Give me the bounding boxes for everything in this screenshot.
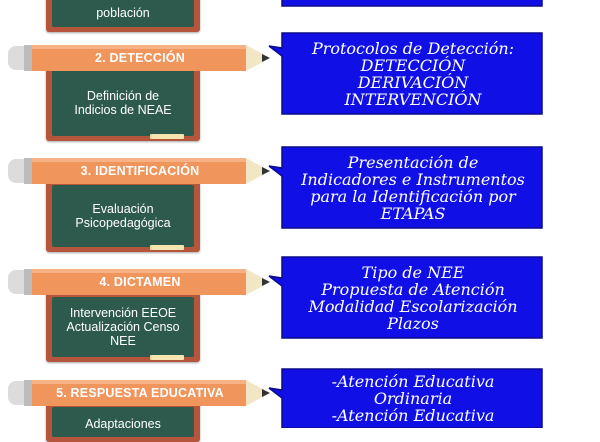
- callout-line: Presentación de: [347, 153, 479, 172]
- chalkboard-surface: [52, 185, 194, 247]
- callout-line: ETAPAS: [380, 204, 446, 223]
- chalkboard-surface: [52, 297, 194, 357]
- callout-text: [282, 256, 544, 340]
- callout-line: DETECCIÓN: [360, 56, 466, 75]
- callout-step-2: [268, 32, 544, 116]
- callout-line: Modalidad Escolarización: [308, 297, 518, 316]
- pencil-label: 5. RESPUESTA EDUCATIVA: [56, 386, 224, 400]
- pencil-step-3: [4, 152, 276, 190]
- chalkboard-step-4: [46, 292, 200, 362]
- pencil-step-2: [4, 39, 276, 77]
- callout-line: Protocolos de Detección:: [311, 39, 515, 58]
- callout-line: Plazos: [387, 314, 439, 333]
- callout-step-1: [268, 0, 544, 8]
- chalkboard-text: Adaptaciones: [85, 417, 161, 431]
- callout-line: -Atención Educativa: [331, 406, 495, 425]
- chalkboard-text: Definición de Indicios de NEAE: [74, 89, 172, 117]
- callout-line: Ordinaria: [373, 389, 453, 408]
- pencil-step-4: [4, 263, 276, 301]
- callout-line: Indicadores e Instrumentos: [301, 170, 525, 189]
- chalk-piece: [152, 134, 184, 139]
- callout-line: -Atención Educativa: [331, 372, 495, 391]
- chalkboard-text: población: [96, 6, 150, 20]
- callout-shape: [268, 0, 544, 8]
- pencil-label: 4. DICTAMEN: [99, 275, 181, 289]
- chalkboard-text: Intervención EEOE Actualización Censo NEE: [66, 306, 180, 348]
- callout-step-3: [268, 146, 544, 230]
- callout-line: para la Identificación por: [310, 187, 516, 206]
- callout-line: DERIVACIÓN: [357, 73, 469, 92]
- callout-line: Propuesta de Atención: [321, 280, 505, 299]
- pencil-label: 2. DETECCIÓN: [95, 51, 185, 65]
- callout-step-5: [268, 368, 544, 428]
- chalkboard-text: Evaluación Psicopedagógica: [75, 202, 171, 230]
- callout-text: [282, 368, 544, 428]
- callout-text: [282, 146, 544, 230]
- callout-line: Tipo de NEE: [361, 263, 465, 282]
- chalkboard-step-3: [46, 180, 200, 252]
- pencil-label: 3. IDENTIFICACIÓN: [80, 164, 200, 178]
- callout-line: INTERVENCIÓN: [344, 90, 482, 109]
- chalk-piece: [152, 245, 184, 250]
- callout-text: [282, 32, 544, 116]
- callout-step-4: [268, 256, 544, 340]
- pencil-step-5: [4, 374, 276, 412]
- chalkboard-surface: [52, 0, 194, 27]
- chalk-piece: [152, 355, 184, 360]
- chalkboard-surface: [52, 70, 194, 136]
- chalkboard-step-1: [46, 0, 200, 32]
